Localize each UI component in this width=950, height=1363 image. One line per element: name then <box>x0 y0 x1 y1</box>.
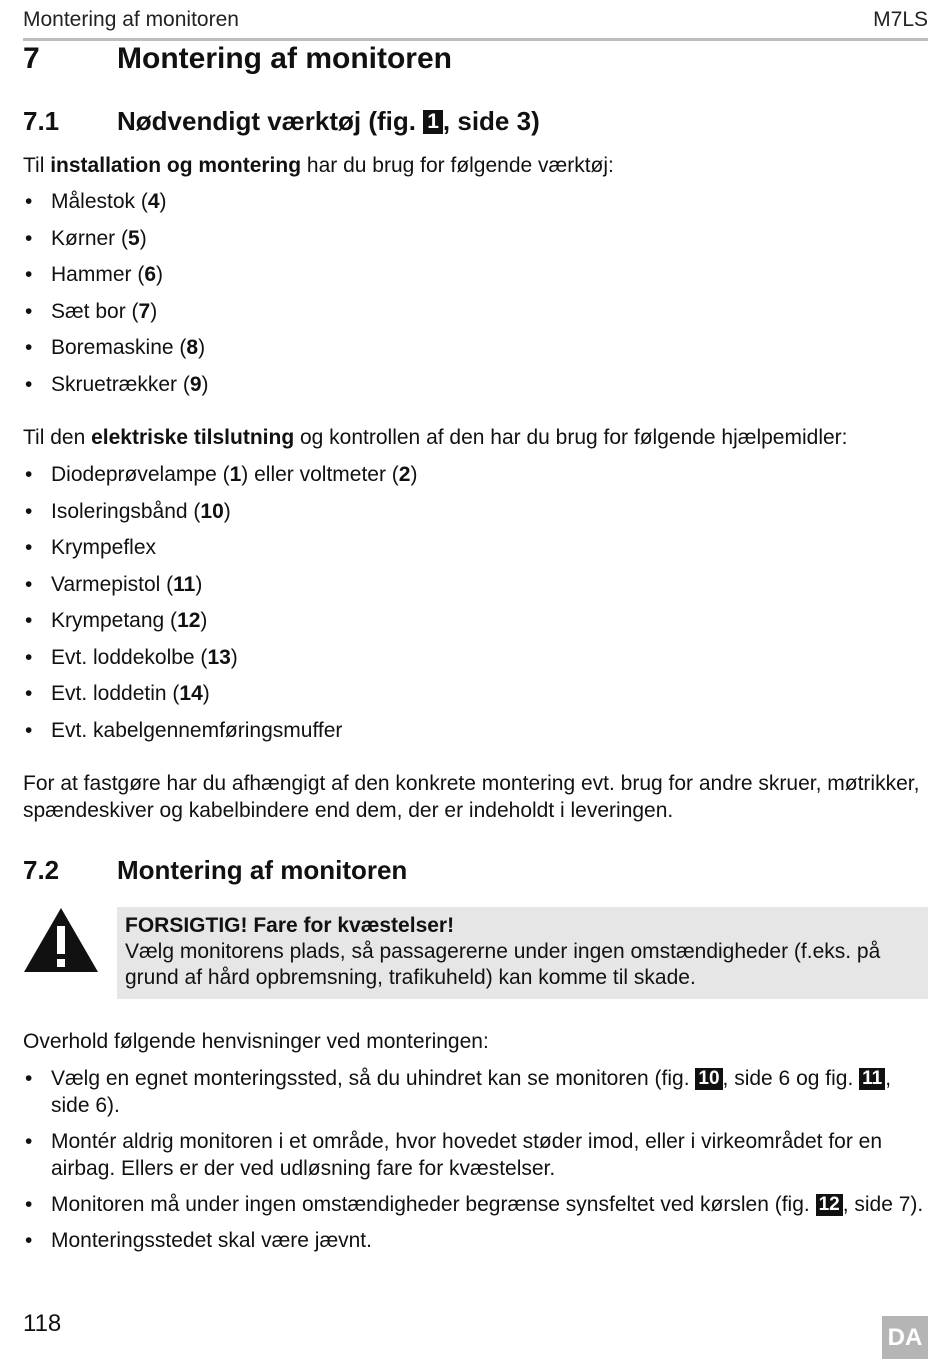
list-item: • Diodeprøvelampe (1) eller voltmeter (2) <box>23 461 928 498</box>
section-title-pre: Nødvendigt værktøj (fig. <box>117 106 416 136</box>
running-header-model: M7LS <box>873 8 928 31</box>
running-header-title: Montering af monitoren <box>23 8 239 31</box>
fastening-paragraph: For at fastgøre har du afhængigt af den konkrete montering evt. brug for andre skruer, møtrikker, spændeskiver og kabelbindere end dem, der er indeholdt i leveringen. <box>23 772 920 822</box>
section-heading-7-2 <box>23 855 407 886</box>
tools-intro <box>23 152 928 179</box>
intro-text: har du brug for følgende værktøj: <box>301 154 614 177</box>
list-item: • Skruetrækker (9) <box>23 371 928 408</box>
warning-triangle-icon <box>22 906 100 974</box>
caution-title: FORSIGTIG! Fare for kvæstelser! <box>125 914 455 937</box>
list-item: • Hammer (6) <box>23 261 928 298</box>
intro-text: Til den <box>23 426 92 449</box>
list-item: • Vælg en egnet monteringssted, så du uhindret kan se monitoren (fig. 10 , side 6 og fig. 11 , side 6). <box>23 1065 928 1119</box>
caution-box <box>117 907 928 999</box>
figure-ref-badge: 1 <box>423 110 443 134</box>
language-tab: DA <box>882 1316 928 1359</box>
chapter-title: Montering af monitoren <box>117 42 452 75</box>
list-item: • Varmepistol (11) <box>23 571 928 608</box>
notes-intro: Overhold følgende henvisninger ved monteringen: <box>23 1030 489 1053</box>
section-title-post: , side 3) <box>442 106 540 136</box>
intro-text: og kontrollen af den har du brug for følgende hjælpemidler: <box>294 426 848 449</box>
intro-bold: installation og montering <box>50 154 302 177</box>
list-item: • Boremaskine (8) <box>23 334 928 371</box>
section-number: 7.1 <box>23 106 60 136</box>
figure-ref-badge: 10 <box>695 1068 722 1090</box>
list-item: • Evt. kabelgennemføringsmuffer <box>23 717 928 754</box>
list-item: • Montér aldrig monitoren i et område, hvor hovedet støder imod, eller i virkeområdet for en airbag. Ellers er der ved udløsning fare for kvæstelser. <box>23 1128 928 1182</box>
list-item: • Krympetang (12) <box>23 607 928 644</box>
list-item: • Krympeflex <box>23 534 928 571</box>
list-item: • Evt. loddetin (14) <box>23 680 928 717</box>
caution-text: Vælg monitorens plads, så passagererne under ingen omstændigheder (f.eks. på grund af hård opbremsning, trafikuheld) kan komme til skade. <box>125 940 881 989</box>
chapter-number: 7 <box>23 42 40 75</box>
tools-list <box>23 188 928 407</box>
electrical-intro <box>23 424 928 451</box>
section-number: 7.2 <box>23 855 60 885</box>
list-item: • Monitoren må under ingen omstændigheder begrænse synsfeltet ved kørslen (fig. 12 , side 7). <box>23 1191 928 1218</box>
mounting-notes-list <box>23 1065 928 1263</box>
list-item: • Sæt bor (7) <box>23 298 928 335</box>
list-item: • Målestok (4) <box>23 188 928 225</box>
list-item: • Kørner (5) <box>23 225 928 262</box>
list-item: • Monteringsstedet skal være jævnt. <box>23 1227 928 1254</box>
chapter-heading <box>23 42 452 76</box>
figure-ref-badge: 12 <box>816 1194 843 1216</box>
list-item: • Isoleringsbånd (10) <box>23 498 928 535</box>
intro-bold: elektriske tilslutning <box>91 426 295 449</box>
electrical-list <box>23 461 928 753</box>
header-rule <box>23 38 928 41</box>
page-number: 118 <box>23 1310 62 1337</box>
section-heading-7-1 <box>23 106 540 137</box>
figure-ref-badge: 11 <box>859 1068 885 1090</box>
section-title: Montering af monitoren <box>117 855 408 885</box>
list-item: • Evt. loddekolbe (13) <box>23 644 928 681</box>
intro-text: Til <box>23 154 51 177</box>
